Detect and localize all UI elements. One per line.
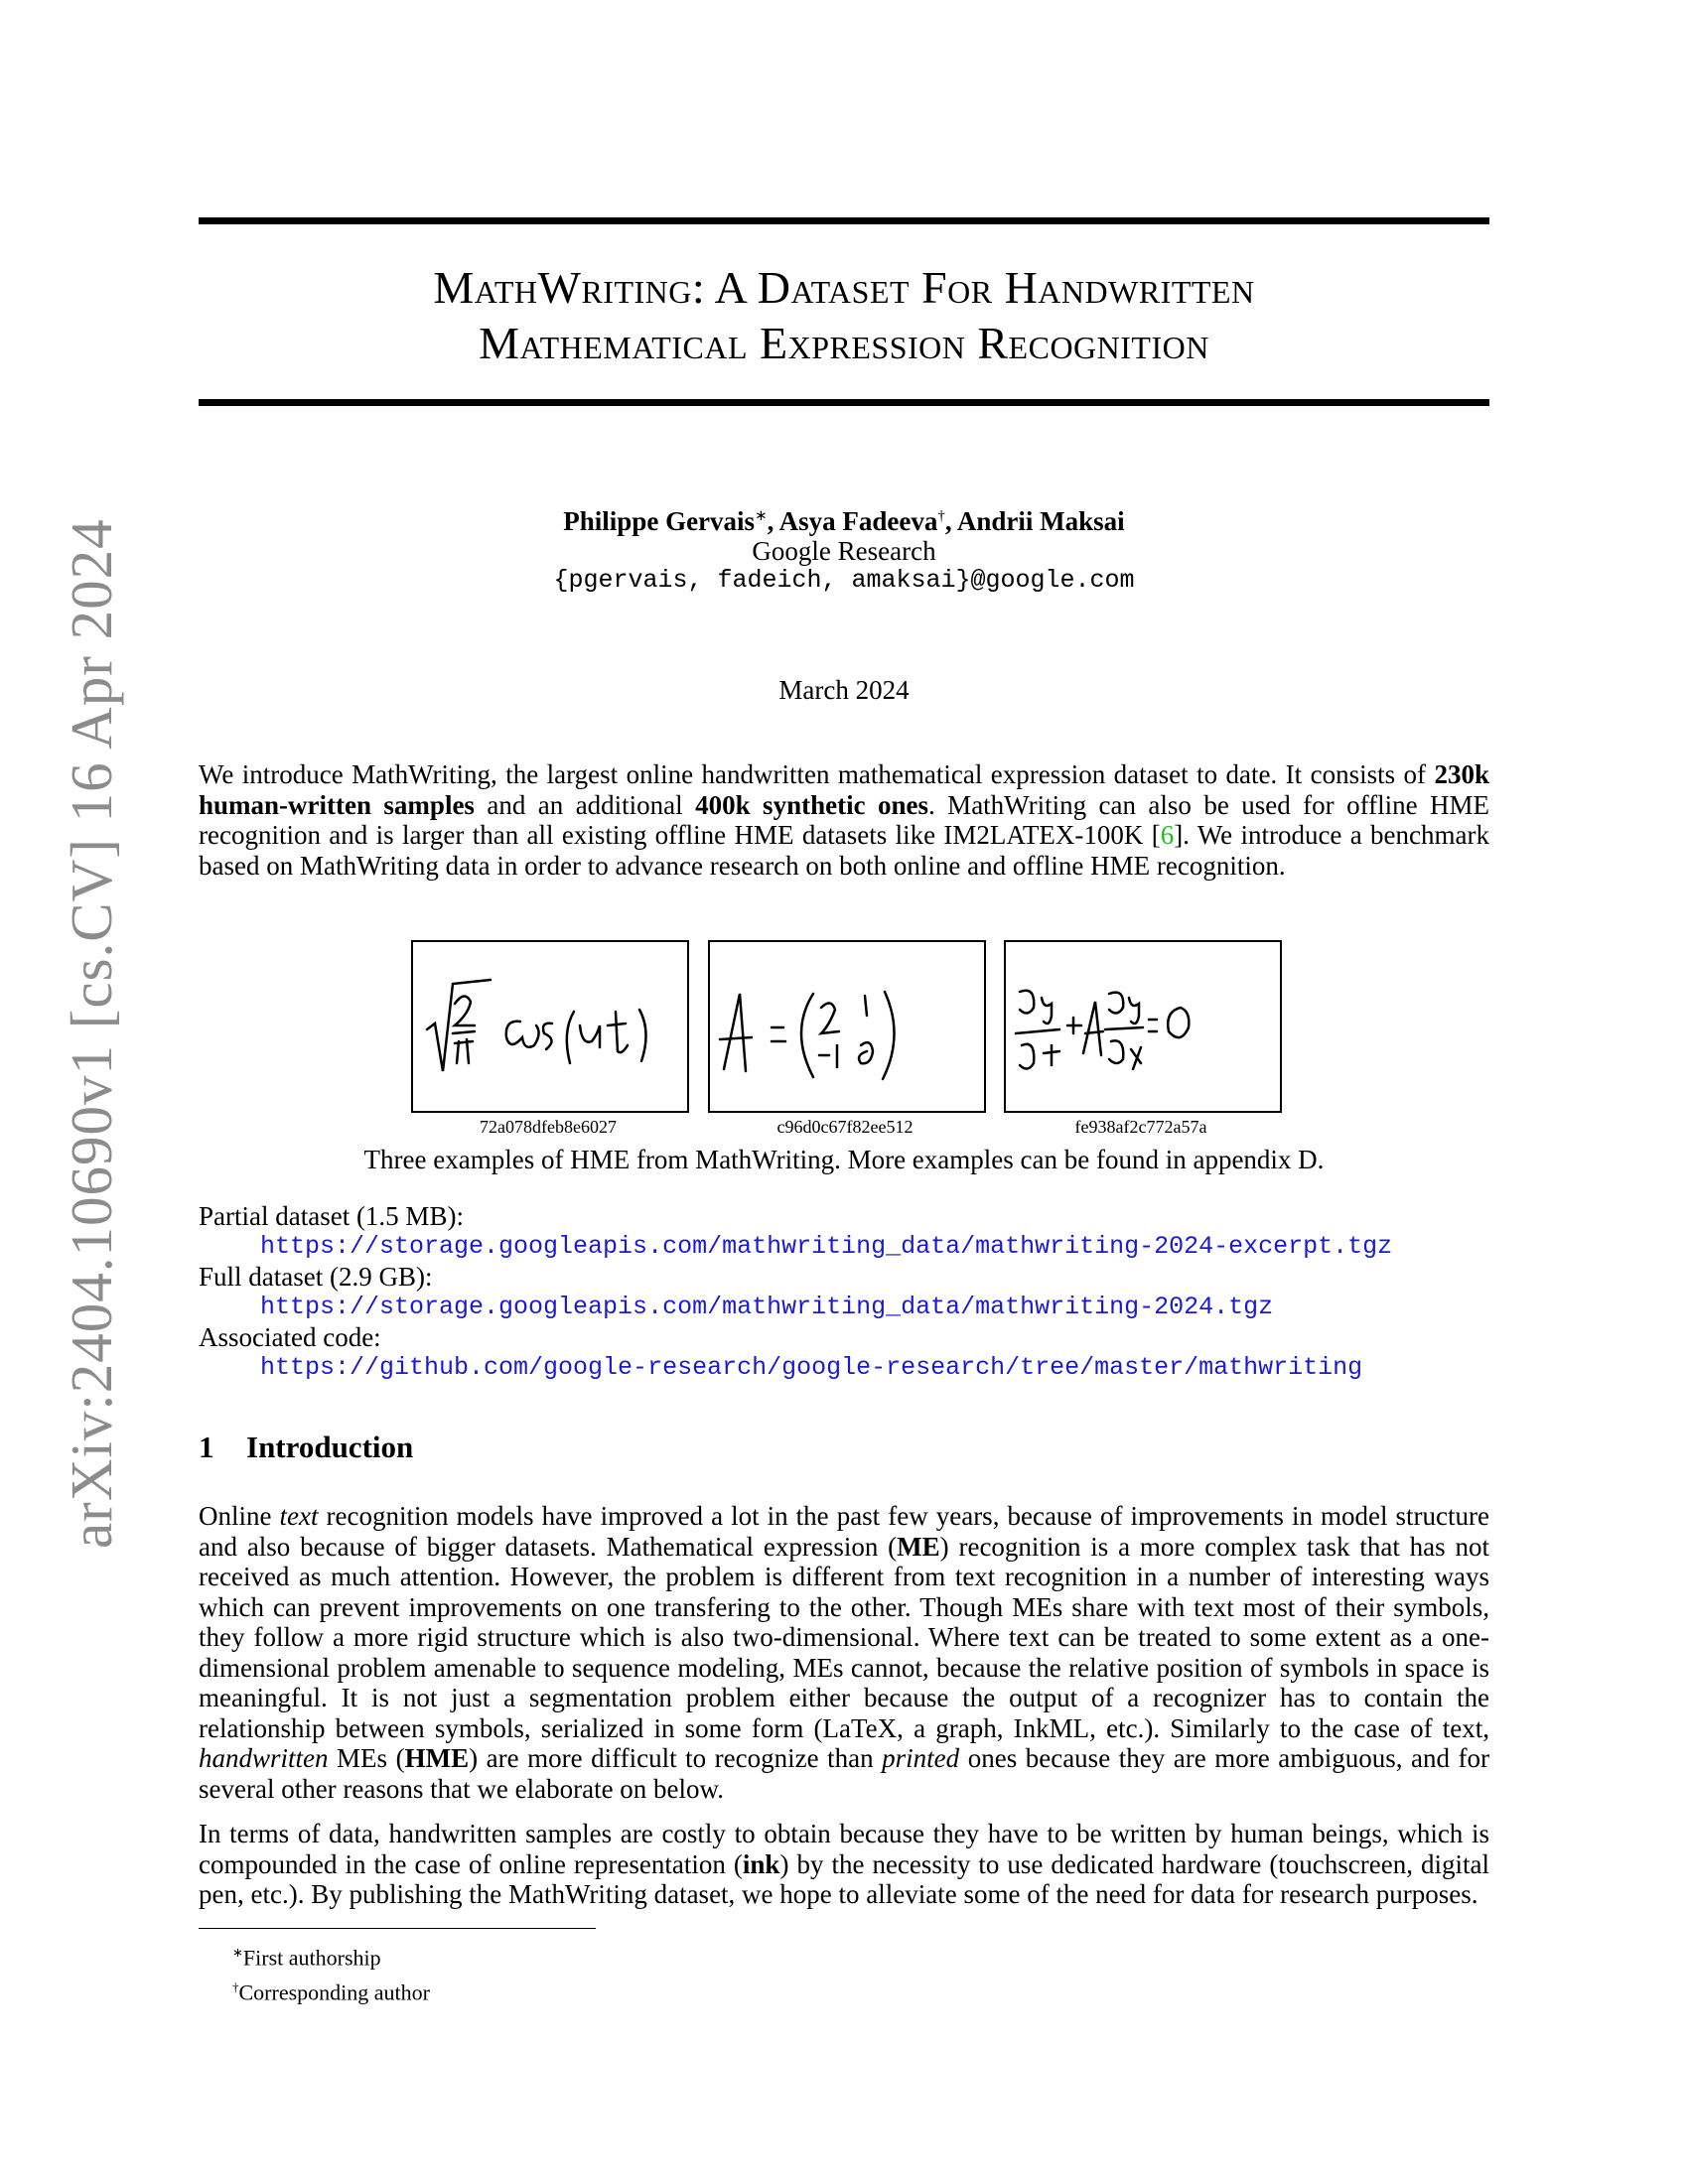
publication-date: March 2024 <box>778 675 910 705</box>
section-title: Introduction <box>246 1430 414 1464</box>
author-emails: {pgervais, fadeich, amaksai}@google.com <box>553 566 1135 595</box>
citation-link[interactable]: 6 <box>1160 820 1175 850</box>
author-name: Andrii Maksai <box>956 506 1125 536</box>
body-bold: ink <box>742 1848 780 1879</box>
footnote-mark: † <box>232 1979 239 1995</box>
link-label-partial: Partial dataset (1.5 MB): <box>199 1201 464 1231</box>
section-heading <box>199 1430 413 1465</box>
title-rule-top <box>199 217 1489 224</box>
handwritten-expression-icon <box>1006 942 1280 1111</box>
intro-paragraph-2 <box>199 1819 1489 1910</box>
body-text: Online <box>199 1501 280 1531</box>
author-block <box>199 501 1489 596</box>
author-name: Philippe Gervais <box>563 506 756 536</box>
sample-image-2 <box>708 940 986 1113</box>
sample-id: fe938af2c772a57a <box>1074 1117 1207 1137</box>
sample-id: 72a078dfeb8e6027 <box>480 1117 617 1137</box>
abstract <box>199 759 1489 881</box>
body-text: ) recognition is a more complex task that has not received as much attention. However, the problem is different from text recognition in a number of interesting ways which can prevent improvements on one transfering to the other. Though MEs share with text most of their symbols, they follow a more rigid structure which is also two-dimensional. Where text can be treated to some extent as a one-dimensional problem amenable to sequence modeling, MEs cannot, because the relative position of symbols in space is meaningful. It is not just a segmentation problem either because the output of a recognizer has to contain the relationship between symbols, serialized in some form (LaTeX, a graph, InkML, etc.). Similarly to the case of text, <box>199 1531 1489 1743</box>
abstract-bold: 400k synthetic ones <box>695 789 928 820</box>
figure-caption: Three examples of HME from MathWriting. More examples can be found in appendix D. <box>363 1145 1325 1174</box>
body-text: ones because they are more ambiguous, and for several other reasons that we elaborate on below. <box>199 1743 1490 1804</box>
abstract-text: We introduce MathWriting, the largest online handwritten mathematical expression dataset to date. It consists of <box>199 759 1435 789</box>
abstract-text: . MathWriting can also be used for offline HME recognition and is larger than all existing offline HME datasets like IM2LATEX-100K [ <box>199 789 1489 850</box>
body-italic: handwritten <box>199 1743 329 1773</box>
full-dataset-link[interactable]: https://storage.googleapis.com/mathwriting_data/mathwriting-2024.tgz <box>260 1292 1274 1321</box>
link-label-code: Associated code: <box>199 1322 381 1352</box>
body-text: recognition models have improved a lot in the past few years, because of improvements in model structure and also because of bigger datasets. Mathematical expression ( <box>199 1501 1489 1562</box>
arxiv-stamp: arXiv:2404.10690v1 [cs.CV] 16 Apr 2024 <box>59 518 124 1549</box>
sample-id: c96d0c67f82ee512 <box>776 1117 914 1137</box>
sample-image-1 <box>411 940 689 1113</box>
footnote-divider <box>199 1928 596 1929</box>
handwritten-expression-icon <box>710 942 984 1111</box>
body-text: ) are more difficult to recognize than <box>469 1743 883 1773</box>
title-line-2: Mathematical Expression Recognition <box>479 318 1209 368</box>
affiliation: Google Research <box>752 536 936 566</box>
body-bold: ME <box>897 1531 940 1562</box>
footnote <box>232 1973 430 2007</box>
intro-paragraph-1 <box>199 1501 1489 1804</box>
footnote-mark: ∗ <box>232 1945 243 1960</box>
author-names: Philippe Gervais∗, Asya Fadeeva†, Andrii Maksai <box>563 506 1125 536</box>
body-text: ) by the necessity to use dedicated hardware (touchscreen, digital pen, etc.). By publishing the MathWriting dataset, we hope to alleviate some of the need for data for research purposes. <box>199 1848 1489 1909</box>
section-number: 1 <box>199 1430 214 1464</box>
footnotes <box>232 1938 430 2008</box>
resource-links <box>199 1201 1489 1383</box>
handwritten-expression-icon <box>413 942 687 1111</box>
body-bold: HME <box>404 1743 470 1773</box>
link-label-full: Full dataset (2.9 GB): <box>199 1262 433 1292</box>
body-text: In terms of data, handwritten samples are costly to obtain because they have to be written by human beings, which is compounded in the case of online representation ( <box>199 1819 1489 1879</box>
body-text: MEs ( <box>328 1743 405 1773</box>
footnote <box>232 1938 430 1973</box>
footnote-text: First authorship <box>242 1945 381 1971</box>
author-mark: ∗ <box>755 508 768 524</box>
abstract-text: ]. We introduce a benchmark based on MathWriting data in order to advance research on both online and offline HME recognition. <box>199 820 1489 881</box>
paper-title <box>199 260 1489 371</box>
author-name: Asya Fadeeva <box>778 506 938 536</box>
body-italic: text <box>279 1501 319 1531</box>
title-line-1: MathWriting: A Dataset For Handwritten <box>433 262 1255 313</box>
abstract-text: and an additional <box>474 789 696 820</box>
author-mark: † <box>937 508 945 524</box>
partial-dataset-link[interactable]: https://storage.googleapis.com/mathwriting_data/mathwriting-2024-excerpt.tgz <box>260 1231 1393 1261</box>
abstract-bold: 230k human-written samples <box>199 759 1489 820</box>
footnote-text: Corresponding author <box>238 1979 430 2005</box>
title-rule-bottom <box>199 399 1489 406</box>
sample-image-3 <box>1004 940 1282 1113</box>
body-italic: printed <box>882 1743 960 1773</box>
code-link[interactable]: https://github.com/google-research/google-research/tree/master/mathwriting <box>260 1352 1363 1382</box>
